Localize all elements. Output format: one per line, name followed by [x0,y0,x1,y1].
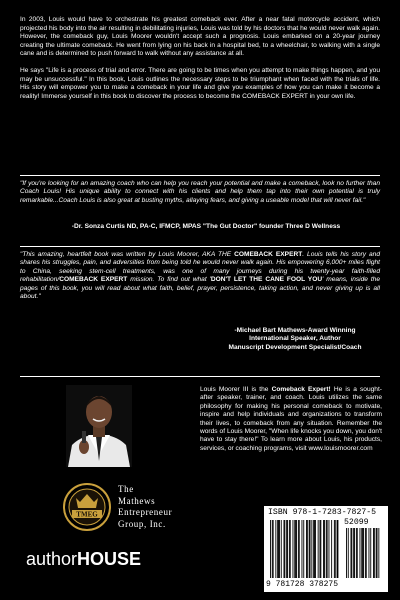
testimonial-2-text: ' means, inside the pages of this book, you will read about what faith, belief, prayer, persistence, taking action, and never giving up is all about." [20,276,380,301]
testimonial-1-attribution: -Dr. Sonza Curtis ND, PA-C, IFMCP, MPAS "The Gut Doctor" founder Three D Wellness [71,223,341,230]
publisher-name-line: The [118,484,134,494]
testimonial-2-text: mission. To find out what ' [127,276,211,284]
barcode-bar [326,520,327,578]
publisher-seal-text: TMEG [76,510,98,519]
barcode-bar [314,520,315,578]
divider [20,376,380,377]
intro-paragraph-2: He says "Life is a process of trial and error. There are going to be times when you attempt to make things happen, and you may be unsuccessful." In this book, Louis outlines the necessary steps to be triumphant when faced with the trials of life. His story will empower you to make a comeback in your life and give you examples of how you can make it become a reality! Immerse yourself in this book to discover the process to become the COMEBACK EXPERT in your own life. [20,66,380,100]
barcode-bar [373,528,374,578]
publisher-logo [62,480,192,536]
barcode-bar [272,520,273,578]
barcode-bar [281,520,282,578]
barcode-bar [307,520,308,578]
publisher-seal-icon [62,482,112,532]
barcode-bar [273,520,274,578]
barcode-bar [279,520,280,578]
barcode-bar [315,520,316,578]
barcode-bar [337,520,338,578]
barcode-bar [357,528,358,578]
barcode-bar [376,528,377,578]
barcode-bar [334,520,335,578]
barcode-bar [303,520,304,578]
barcode-bar [284,520,285,578]
barcode-bar [356,528,357,578]
barcode-bar [366,528,367,578]
barcode-bar [320,520,321,578]
isbn-barcode [264,506,388,592]
testimonial-2-highlight: COMEBACK EXPERT [59,276,128,284]
barcode-bar [278,520,279,578]
barcode-bar [287,520,288,578]
barcode-bar [351,528,352,578]
imprint-text: author [26,549,78,569]
barcode-bar [362,528,363,578]
testimonial-2-attribution [200,327,390,352]
testimonial-2-text: . Louis tells his story and shares his struggles, pain, and adversities from being told he would never walk again. His empowering 6,000+ miles flight to China, seeking stem-cell treatments, was one of many journeys during his twenty-year faith-filled rehabilitation/ [20,251,380,284]
testimonial-2-highlight: DON'T LET THE CANE FOOL YOU [210,276,323,284]
attribution-line: -Michael Bart Mathews-Award Winning [234,327,356,334]
attribution-line: International Speaker, Author [249,335,341,343]
price-code: 52099 [344,518,369,527]
barcode-bar [374,528,375,578]
barcode-bar [338,520,339,578]
barcode-bar [270,520,271,578]
barcode-bar [309,520,310,578]
barcode-bar [361,528,362,578]
barcode-bar [370,528,371,578]
barcode-bar [378,528,379,578]
barcode-bar [296,520,297,578]
barcode-bar [294,520,295,578]
barcode-bar [320,520,321,578]
publisher-name-line: Mathews [118,495,156,506]
barcode-bar [275,520,276,578]
barcode-bar [323,520,324,578]
intro-paragraph-1: In 2003, Louis would have to orchestrate his greatest comeback ever. After a near fatal motorcycle accident, which projected his body into the air resulting in debilitating injuries, Louis was told by his doctors that he would never walk again. However, the comeback guy, Louis Moorer wouldn't accept such a prognosis. Louis embarked on a 20-year journey creating the ultimate comeback. He went from lying on his back in a hospital bed, to a wheelchair, to walking with a single cane and is determined to push forward to walk without any assistance at all. [20,16,380,58]
publisher-name-line: Group, Inc. [118,518,166,529]
bio-text: Louis Moorer III is the [200,386,272,393]
barcode-bar [289,520,290,578]
barcode-bar [277,520,278,578]
publisher-name [118,484,172,530]
barcode-bar [290,520,291,578]
barcode-bar [286,520,287,578]
ean-number: 9 781728 378275 [266,580,339,589]
barcode-bar [351,528,352,578]
barcode-bar [365,528,366,578]
barcode-bar [348,528,349,578]
bio-highlight: Comeback Expert! [271,386,331,393]
barcode-bar [360,528,361,578]
barcode-bar [302,520,303,578]
barcode-bar [313,520,314,578]
barcode-bar [369,528,370,578]
divider [20,246,380,247]
barcode-bar [324,520,325,578]
barcode-bar [293,520,294,578]
barcode-bar [354,528,355,578]
publisher-name-line: Entrepreneur [118,507,173,517]
barcode-bar [284,520,285,578]
barcode-bar [310,520,311,578]
author-photo [66,385,132,467]
bio-text: He is a sought-after speaker, trainer, and coach. Louis utilizes the same philosophy for making his personal comeback to motivate, inspire and help individuals and organizations to transform their lives, to comeback from any situation. Remember the words of Louis Moorer, "When life knocks you down, you don't have to stay there!" To learn more about Louis, his products, services, or coaching programs, visit www.louismoorer.com [200,386,382,452]
barcode-bar [311,520,312,578]
imprint-text: HOUSE [77,549,142,569]
barcode-bar [306,520,307,578]
barcode-bar [329,520,330,578]
barcode-bar [295,520,296,578]
testimonial-1-text: "If you're looking for an amazing coach who can help you reach your potential and make a comeback, look no further than Coach Louis! His unique ability to connect with his clients and help them tap into their own potential is truly remarkable...Coach Louis is also great at busting myths, allaying fears, and giving a useable model that will never fail." [20,180,380,204]
barcode-bar [377,528,378,578]
testimonial-2 [20,251,380,301]
author-bio [200,386,382,453]
barcode-bar [298,520,299,578]
barcode-bar [353,528,354,578]
testimonial-2-text: "This amazing, heartfelt book was written by Louis Moorer, AKA THE [20,251,235,258]
barcode-bar [318,520,319,578]
divider [20,175,380,176]
barcode-bar [327,520,328,578]
barcode-bar [299,520,300,578]
testimonial-1 [20,180,380,205]
barcode-bar [363,528,364,578]
author-portrait-image [66,385,132,467]
back-cover-intro [20,16,380,109]
authorhouse-logo [26,549,141,569]
testimonial-2-highlight: COMEBACK EXPERT [234,251,303,258]
isbn-number: ISBN 978-1-7283-7827-5 [268,508,377,517]
attribution-line: Manuscript Development Specialist/Coach [228,343,362,351]
barcode-bar [346,528,347,578]
barcode-bar [331,520,332,578]
barcode-bar [335,520,336,578]
